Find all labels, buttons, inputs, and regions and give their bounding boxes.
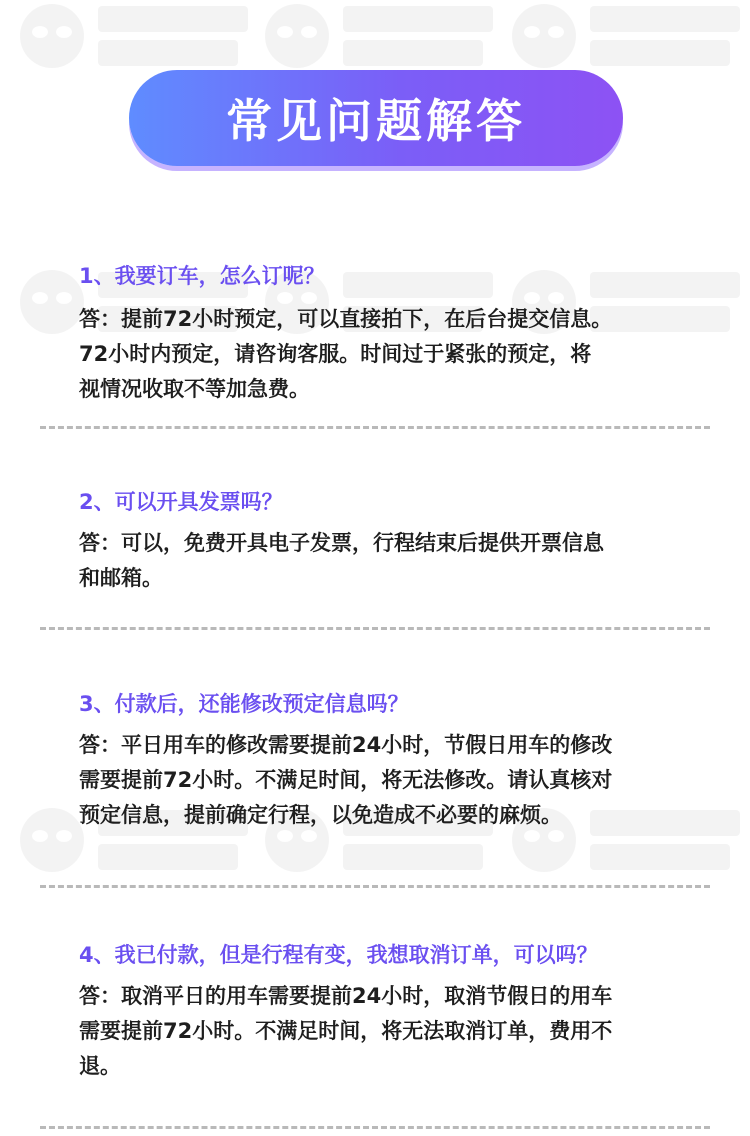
faq-answer-4: 答：取消平日的用车需要提前24小时，取消节假日的用车 需要提前72小时。不满足时间，将无法取消订单，费用不 退。 (79, 984, 613, 1078)
watermark-logo (512, 0, 742, 76)
faq-answer-2: 答：可以，免费开具电子发票，行程结束后提供开票信息 和邮箱。 (79, 531, 604, 590)
faq-question-3: 3、付款后，还能修改预定信息吗？ (79, 692, 409, 716)
faq-question-1: 1、我要订车，怎么订呢？ (79, 264, 325, 288)
page-title: 常见问题解答 (226, 94, 526, 148)
faq-question-4: 4、我已付款，但是行程有变，我想取消订单，可以吗？ (79, 943, 598, 967)
divider (40, 627, 710, 630)
faq-answer-3: 答：平日用车的修改需要提前24小时，节假日用车的修改 需要提前72小时。不满足时间，将无法修改。请认真核对 预定信息，提前确定行程，以免造成不必要的麻烦。 (79, 733, 613, 827)
faq-header-banner (129, 70, 623, 166)
watermark-logo (265, 0, 495, 76)
divider (40, 426, 710, 429)
divider (40, 1126, 710, 1129)
faq-answer-1: 答：提前72小时预定，可以直接拍下，在后台提交信息。 72小时内预定，请咨询客服。时间过于紧张的预定，将 视情况收取不等加急费。 (79, 307, 613, 401)
faq-question-2: 2、可以开具发票吗？ (79, 490, 283, 514)
watermark-logo (20, 0, 250, 76)
divider (40, 885, 710, 888)
